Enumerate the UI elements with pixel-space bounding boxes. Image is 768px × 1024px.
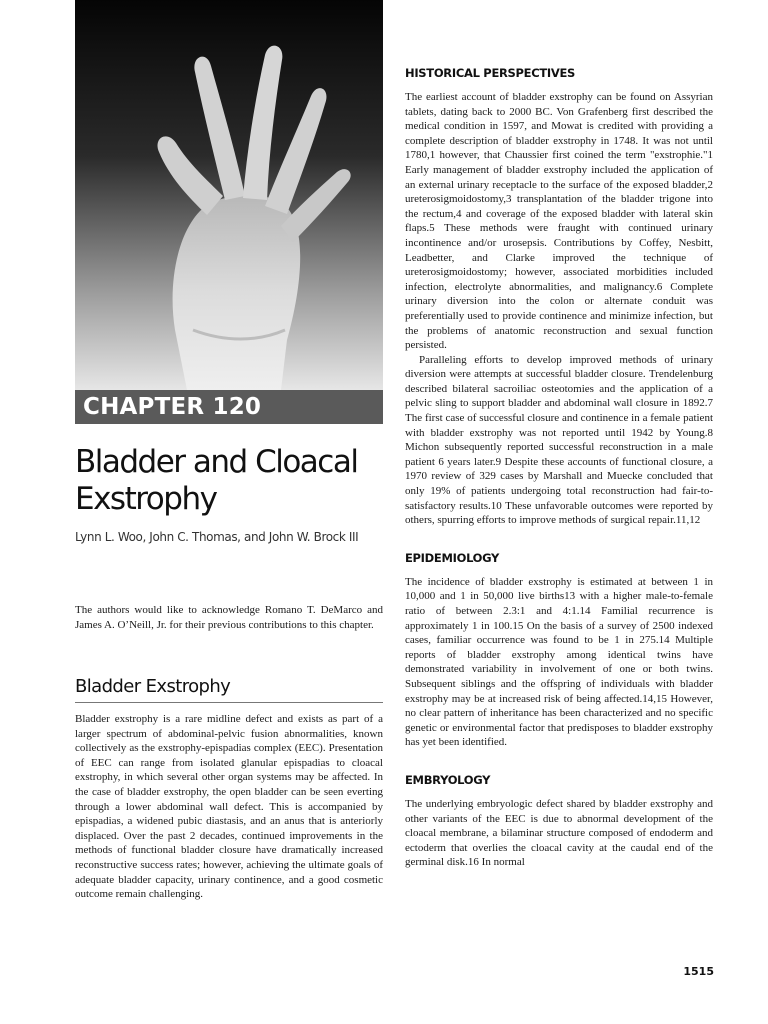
page-number: 1515 — [683, 965, 714, 978]
author-list: Lynn L. Woo, John C. Thomas, and John W. Brock III — [75, 530, 359, 544]
infant-hand-illustration — [75, 0, 383, 390]
acknowledgment-text: The authors would like to acknowledge Romano T. DeMarco and James A. O’Neill, Jr. for their previous contributions to this chapter. — [75, 604, 383, 631]
historical-paragraph-1: The earliest account of bladder exstrophy can be found on Assyrian tablets, dating back to 2000 BC. Von Grafenberg first described the medical condition in 1597, and Mowat is credited with providing a complete description of bladder exstrophy in 1748. It was not until 1780,1 however, that Chaussier first coined the term "exstrophie."1 Early management of bladder exstrophy included the application of an external urinary receptacle to the surface of the exposed bladder,2 ureterosigmoidostomy,3 transplantation of the bladder trigone into the rectum,4 and coverage of the exposed bladder with lateral skin flaps.5 These methods were fraught with continued urinary incontinence and/or urosepsis. Contributions by Coffey, Nesbitt, Leadbetter, and Clarke improved the technique of ureterosigmoidostomy; however, associated morbidities included infection, electrolyte abnormalities, and malignancy.6 Complete urinary diversion into the colon or alternate conduit was preferentially used to provide continence and minimize infection, but the problems of anatomic reconstruction and sexual function persisted. — [405, 91, 713, 352]
heading-epidemiology: EPIDEMIOLOGY — [405, 550, 500, 565]
epidemiology-paragraph: The incidence of bladder exstrophy is estimated at between 1 in 10,000 and 1 in 50,000 live births13 with a higher male-to-female ratio of between 2.3:1 and 4:1.14 Familial recurrence is approximately 1 in 100.15 On the basis of a survey of 2500 indexed cases, familiar occurrence was found to be 1 in 275.14 Multiple reports of bladder exstrophy among identical twins have demonstrated variability in involvement of one or both twins. Subsequent siblings and the offspring of individuals with bladder exstrophy may be at increased risk of being affected.14,15 However, no clear pattern of inheritance has been characterized and no specific genetic or environmental factor that predisposes to bladder exstrophy has yet been identified. — [405, 575, 713, 749]
heading-historical-perspectives: HISTORICAL PERSPECTIVES — [405, 66, 576, 80]
chapter-title: Bladder and Cloacal Exstrophy — [75, 444, 358, 517]
heading-embryology: EMBRYOLOGY — [405, 772, 491, 787]
embryology-paragraph: The underlying embryologic defect shared by bladder exstrophy and other variants of the EEC is due to abnormal development of the cloacal membrane, a bilaminar structure composed of endoderm and ectoderm that overlies the cloacal cavity at the caudal end of the germinal disk.16 In normal — [405, 797, 713, 869]
bladder-exstrophy-body: Bladder exstrophy is a rare midline defect and exists as part of a larger spectrum of abdominal-pelvic fusion abnormalities, known collectively as the exstrophy-epispadias complex (EEC). Presentation of EEC can range from isolated glanular epispadias to cloacal exstrophy, in which several other organ systems may be affected. In the case of bladder exstrophy, the open bladder can be seen everting through a lower abdominal wall defect. This is accompanied by epispadias, a widened pubic diastasis, and an anus that is anteriorly displaced. Over the past 2 decades, continued improvements in the methods of functional bladder closure have dramatically increased reconstructive success rates; however, achieving the ultimate goals of adequate bladder capacity, urinary continence, and a good cosmetic outcome remain challenging. — [75, 713, 383, 901]
section-heading-bladder-exstrophy: Bladder Exstrophy — [75, 676, 383, 703]
chapter-label: CHAPTER 120 — [83, 394, 262, 420]
chapter-hero-photo — [75, 0, 383, 390]
chapter-banner — [75, 390, 383, 424]
right-column — [405, 66, 713, 870]
historical-paragraph-2: Paralleling efforts to develop improved methods of urinary diversion were attempts at successful bladder closure. Trendelenburg described bilateral sacroiliac osteotomies and the application of a pelvic sling to support bladder and abdominal wall closure in 1892.7 The first case of successful closure and continence in a female patient with bladder exstrophy was not reported until 1942 by Young.8 Michon subsequently reported successful reconstruction in a male patient 6 years later.9 Despite these accounts of functional closure, a 1970 review of 329 cases by Marshall and Muecke concluded that only 19% of patients undergoing total reconstruction had fair-to-satisfactory results.10 These unfavorable outcomes were reported by others, spurring efforts to improve methods of surgical repair.11,12 — [405, 353, 713, 527]
